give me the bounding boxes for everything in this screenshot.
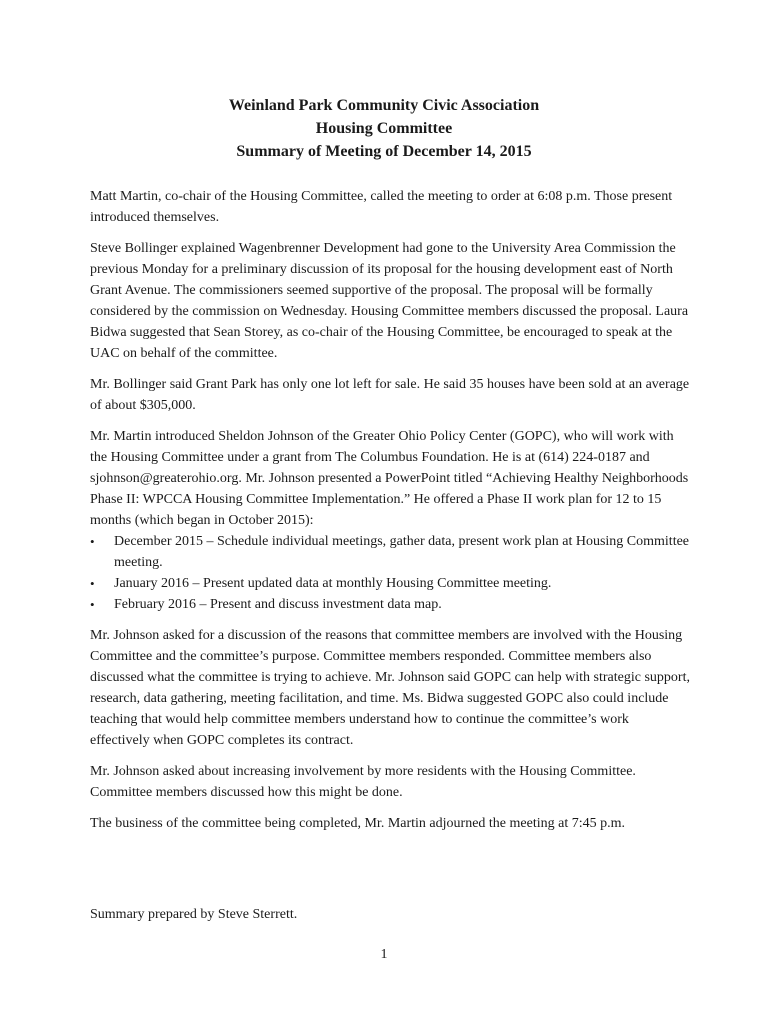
paragraph-gopc-intro: Mr. Martin introduced Sheldon Johnson of the Greater Ohio Policy Center (GOPC), who will work with the Housing Committee under a grant from The Columbus Foundation. He is at (614) 224-0187 and sjohnson@greaterohio.org. Mr. Johnson presented a PowerPoint titled “Achieving Healthy Neighborhoods Phase II: WPCCA Housing Committee Implementation.” He offered a Phase II work plan for 12 to 15 months (which began in October 2015): [90, 429, 689, 528]
document-header [0, 94, 768, 163]
document-body [90, 186, 690, 844]
paragraph-wagenbrenner: Steve Bollinger explained Wagenbrenner Development had gone to the University Area Commission the previous Monday for a preliminary discussion of its proposal for the housing development east of North Grant Avenue. The commissioners seemed supportive of the proposal. The proposal will be formally considered by the commission on Wednesday. Housing Committee members discussed the proposal. Laura Bidwa suggested that Sean Storey, as co-chair of the Housing Committee, be encouraged to speak at the UAC on behalf of the committee. [90, 241, 689, 361]
list-item-text: January 2016 – Present updated data at monthly Housing Committee meeting. [114, 576, 552, 591]
paragraph-call-to-order: Matt Martin, co-chair of the Housing Committee, called the meeting to order at 6:08 p.m. Those present introduced themselves. [90, 189, 673, 225]
committee-title: Housing Committee [315, 120, 453, 137]
paragraph-grant-park: Mr. Bollinger said Grant Park has only one lot left for sale. He said 35 houses have been sold at an average of about $305,000. [90, 377, 690, 413]
paragraph-involvement: Mr. Johnson asked about increasing involvement by more residents with the Housing Committee. Committee members discussed how this might be done. [90, 764, 636, 800]
paragraph-adjourn: The business of the committee being completed, Mr. Martin adjourned the meeting at 7:45 p.m. [90, 816, 625, 831]
list-item [90, 594, 690, 615]
work-plan-list [90, 531, 690, 615]
list-item-text: December 2015 – Schedule individual meetings, gather data, present work plan at Housing Committee meeting. [114, 534, 690, 570]
list-item [90, 573, 690, 594]
paragraph-discussion: Mr. Johnson asked for a discussion of the reasons that committee members are involved with the Housing Committee and the committee’s purpose. Committee members responded. Committee members also discussed what the committee is trying to achieve. Mr. Johnson said GOPC can help with strategic support, research, data gathering, meeting facilitation, and time. Ms. Bidwa suggested GOPC also could include teaching that would help committee members understand how to continue the committee’s work effectively when GOPC completes its contract. [90, 628, 690, 748]
list-item [90, 531, 690, 573]
bullet-icon [90, 573, 114, 594]
meeting-title: Summary of Meeting of December 14, 2015 [236, 143, 532, 160]
list-item-text: February 2016 – Present and discuss investment data map. [114, 597, 442, 612]
prepared-by: Summary prepared by Steve Sterrett. [90, 907, 298, 922]
page-number: 1 [380, 947, 388, 962]
bullet-icon [90, 594, 114, 615]
organization-title: Weinland Park Community Civic Association [228, 97, 540, 114]
bullet-icon [90, 531, 114, 552]
